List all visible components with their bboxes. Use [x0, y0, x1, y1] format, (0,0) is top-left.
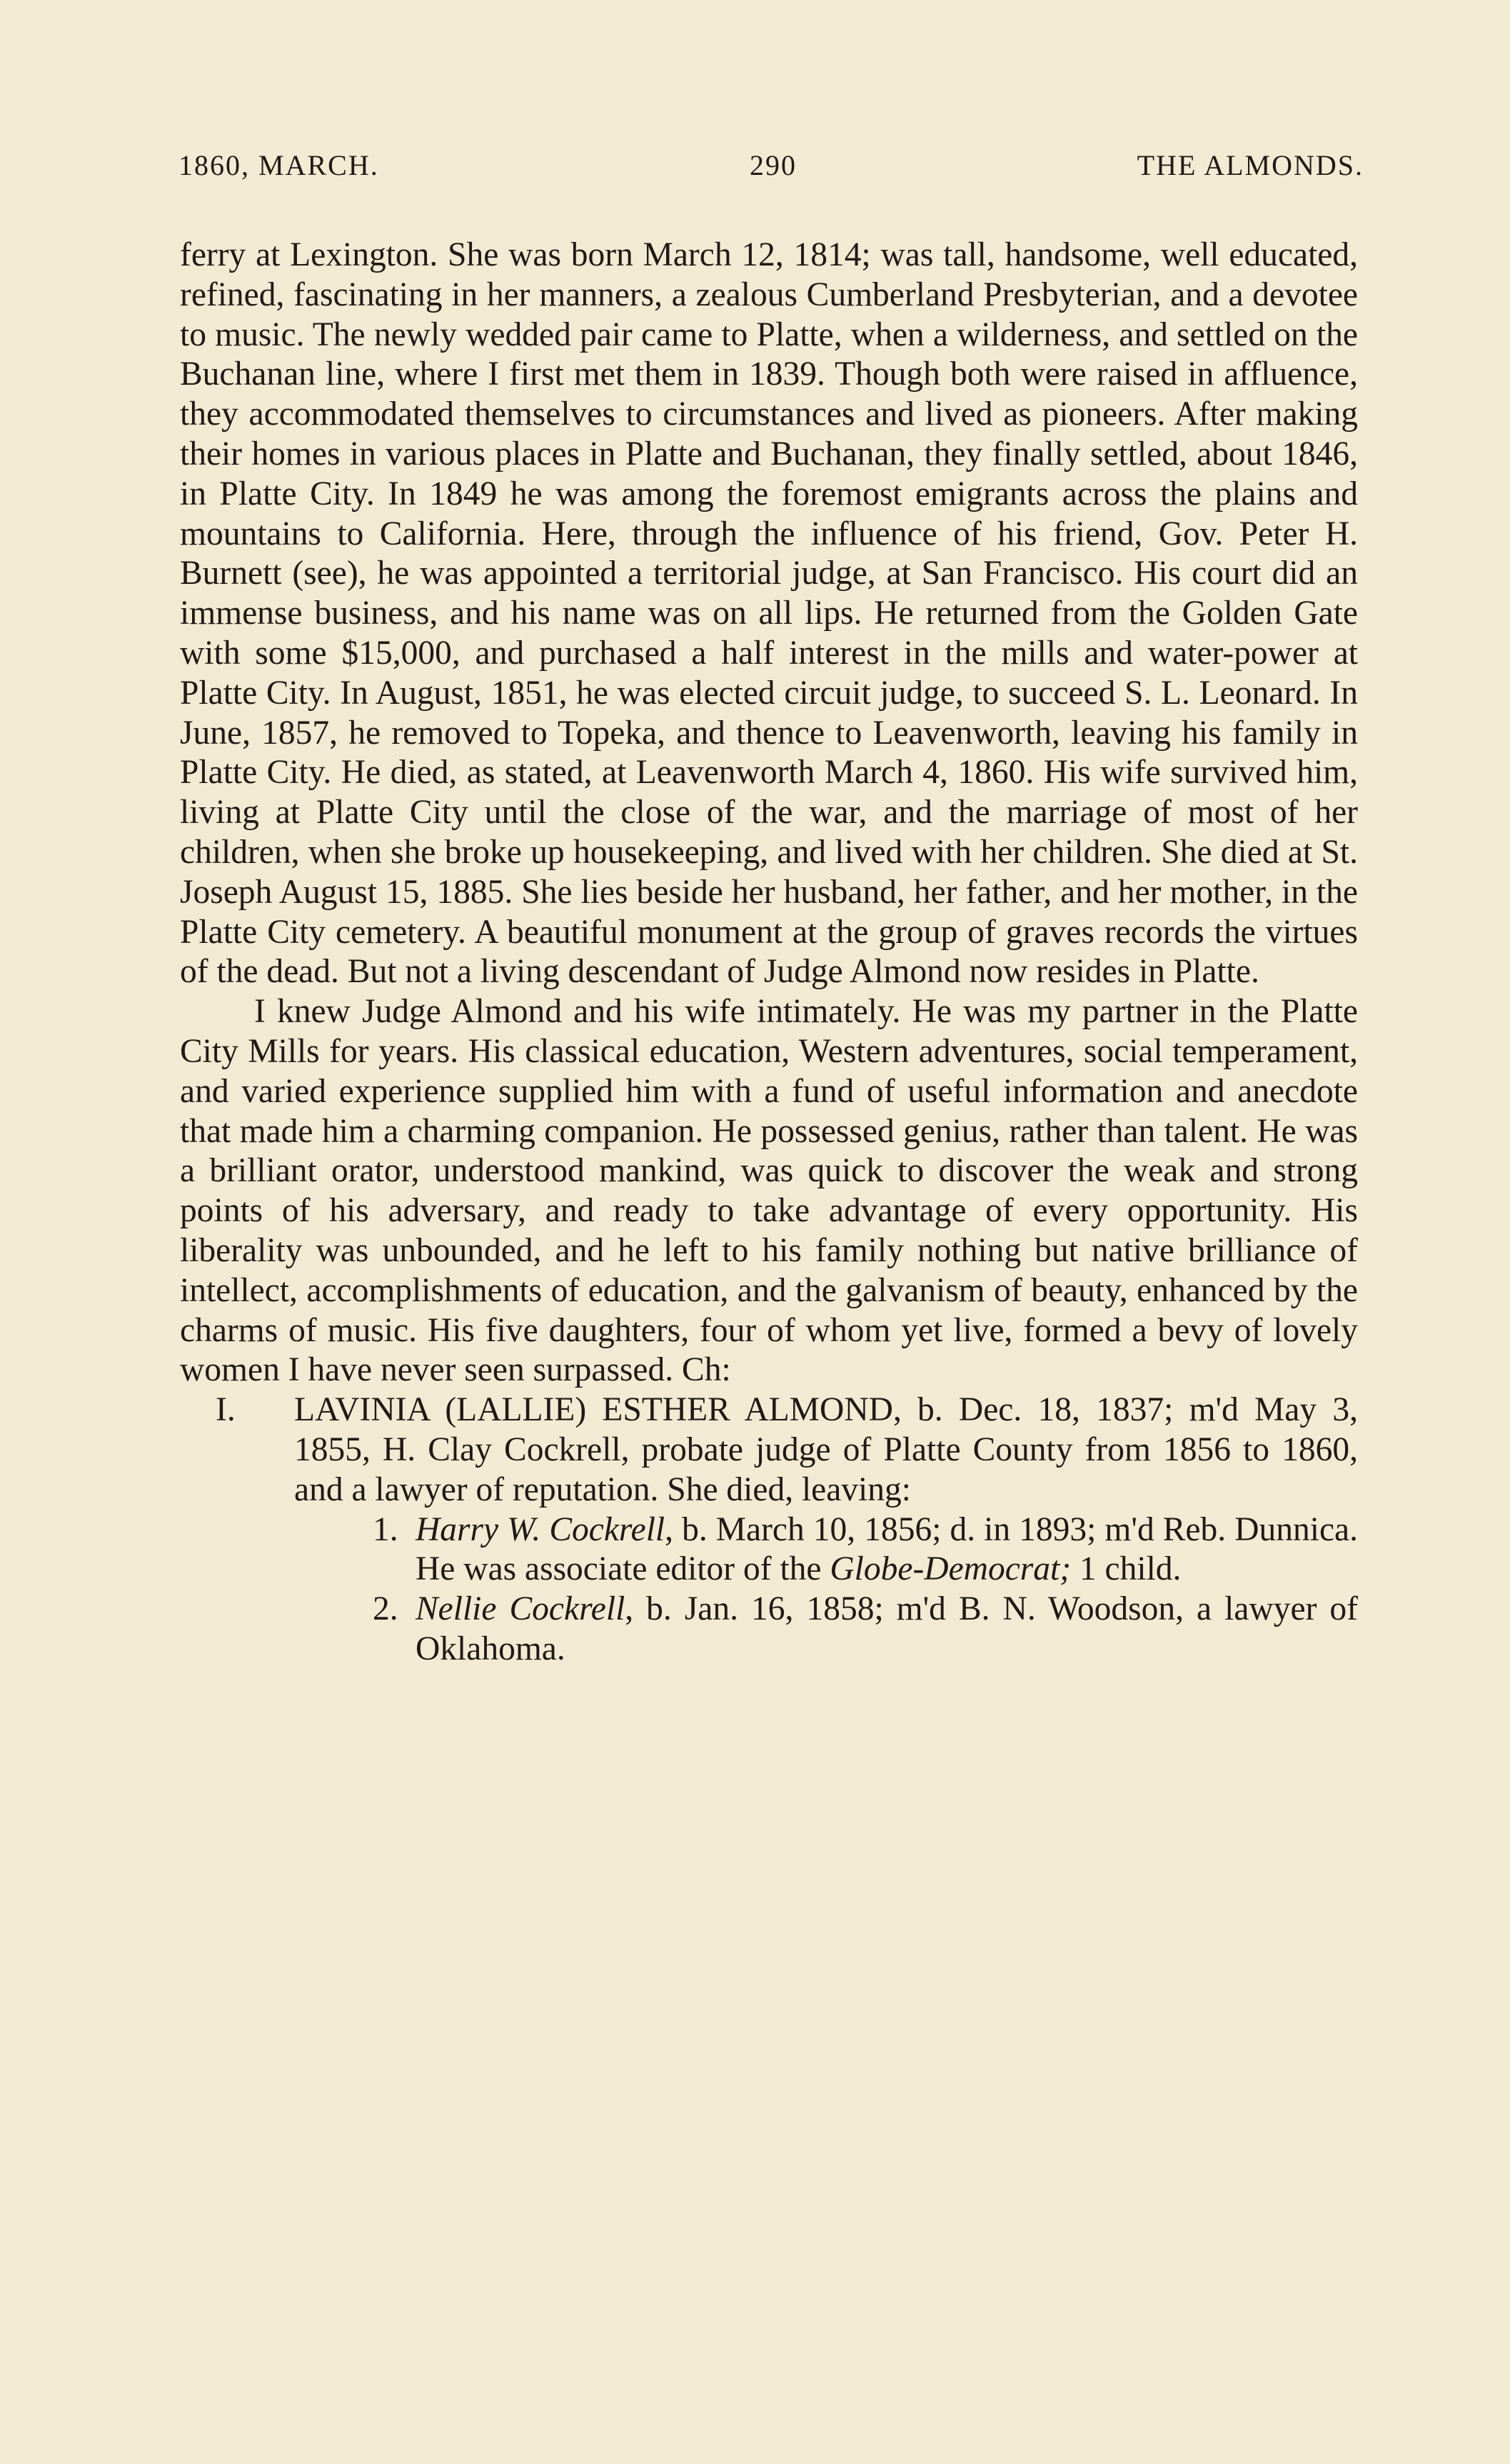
grandchild-text: , b. Jan. 16, 1858; m'd B. N. Woodson, a lawyer of Oklahoma.	[416, 1590, 1358, 1667]
grandchild-entry-nellie	[373, 1590, 1358, 1670]
header-date: 1860, MARCH.	[178, 149, 379, 181]
grandchild-entry-harry	[373, 1510, 1358, 1590]
grandchild-name: Harry W. Cockrell	[416, 1510, 665, 1548]
child-text: LAVINIA (LALLIE) ESTHER ALMOND, b. Dec. 18, 1837; m'd May 3, 1855, H. Clay Cockrell, probate judge of Platte County from 1856 to 1860, and a lawyer of reputation. She died, leaving:	[294, 1391, 1358, 1508]
grandchild-text-end: 1 child.	[1071, 1550, 1182, 1588]
child-marker: I.	[216, 1391, 236, 1429]
page-number: 290	[750, 149, 797, 181]
grandchild-marker: 2.	[373, 1590, 398, 1628]
grandchild-name: Nellie Cockrell	[416, 1590, 625, 1628]
newspaper-title: Globe-Democrat;	[830, 1550, 1072, 1588]
grandchild-marker: 1.	[373, 1510, 398, 1548]
paragraph-continued: ferry at Lexington. She was born March 12, 1814; was tall, handsome, well educated, refined, fascinating in her manners, a zealous Cumberland Presbyterian, and a devotee to music. The newly wedded pair came to Platte, when a wilderness, and settled on the Buchanan line, where I first met them in 1839. Though both were raised in affluence, they accommodated themselves to circumstances and lived as pioneers. After making their homes in various places in Platte and Buchanan, they finally settled, about 1846, in Platte City. In 1849 he was among the foremost emigrants across the plains and mountains to California. Here, through the influence of his friend, Gov. Peter H. Burnett (see), he was appointed a territorial judge, at San Francisco. His court did an immense business, and his name was on all lips. He returned from the Golden Gate with some $15,000, and purchased a half interest in the mills and water-power at Platte City. In August, 1851, he was elected circuit judge, to succeed S. L. Leonard. In June, 1857, he removed to Topeka, and thence to Leavenworth, leaving his family in Platte City. He died, as stated, at Leavenworth March 4, 1860. His wife survived him, living at Platte City until the close of the war, and the marriage of most of her children, when she broke up housekeeping, and lived with her children. She died at St. Joseph August 15, 1885. She lies beside her husband, her father, and her mother, in the Platte City cemetery. A beautiful monument at the group of graves records the virtues of the dead. But not a living descendant of Judge Almond now resides in Platte.	[180, 236, 1358, 991]
paragraph-judge-almond: I knew Judge Almond and his wife intimately. He was my partner in the Platte City Mills for years. His classical education, Western adventures, social temperament, and varied experience supplied him with a fund of useful information and anecdote that made him a charming companion. He possessed genius, rather than talent. He was a brilliant orator, understood mankind, was quick to discover the weak and strong points of his adversary, and ready to take advantage of every opportunity. His liberality was unbounded, and he left to his family nothing but native brilliance of intellect, accomplishments of education, and the galvanism of beauty, enhanced by the charms of music. His five daughters, four of whom yet live, formed a bevy of lovely women I have never seen surpassed. Ch:	[180, 993, 1358, 1389]
child-entry-lavinia	[216, 1390, 1358, 1510]
running-header	[178, 148, 1364, 191]
grandchild-text: , b. March 10, 1856; d. in 1893; m'd Reb. Dunnica. He was associate editor of the	[416, 1510, 1358, 1588]
page-body	[180, 236, 1358, 1670]
header-title: THE ALMONDS.	[1137, 149, 1364, 181]
